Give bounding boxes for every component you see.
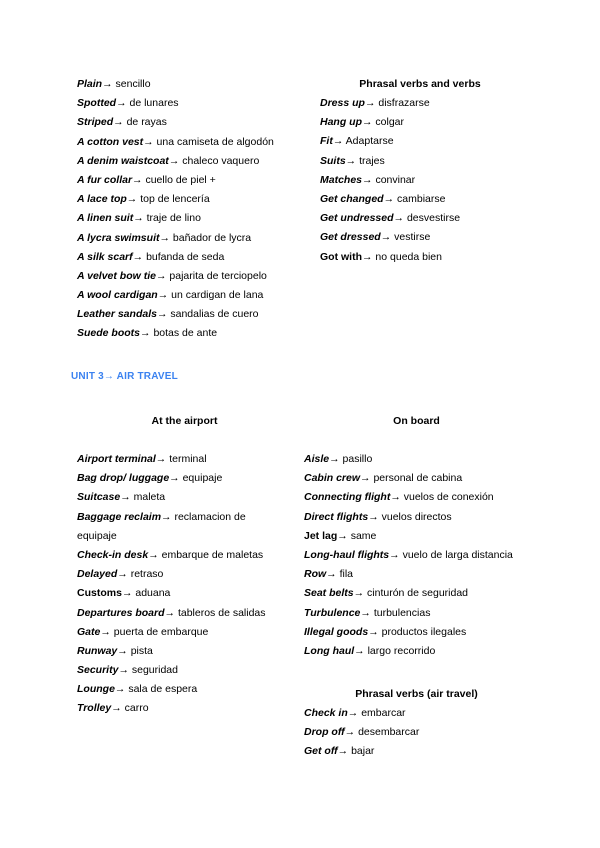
vocab-entry: Security→ seguridad: [77, 664, 178, 677]
vocab-term: Delayed: [77, 568, 118, 581]
vocab-term: Striped: [77, 116, 114, 129]
vocab-translation: pajarita de terciopelo: [169, 269, 267, 282]
vocab-term: Plain: [77, 78, 103, 90]
vocab-entry: Jet lag→ same: [304, 529, 377, 542]
vocab-entry: Leather sandals→ sandalias de cuero: [77, 308, 259, 321]
vocab-entry: A wool cardigan→ un cardigan de lana: [77, 289, 264, 302]
vocab-entry: A cotton vest→ una camiseta de algodón: [77, 135, 274, 148]
vocab-term: Bag drop/ luggage: [77, 472, 170, 485]
vocab-entry: Airport terminal→ terminal: [77, 453, 207, 465]
vocab-entry: A velvet bow tie→ pajarita de terciopelo: [77, 269, 267, 282]
vocab-translation: bufanda de seda: [146, 250, 225, 263]
vocab-term: Matches: [320, 173, 363, 186]
vocab-entry: Check in→ embarcar: [304, 707, 406, 719]
vocab-entry: A silk scarf→ bufanda de seda: [77, 250, 225, 263]
vocab-entry: Row→ fila: [304, 568, 354, 581]
vocab-entry: Direct flights→ vuelos directos: [304, 510, 452, 523]
on-board-section: [304, 412, 539, 661]
vocab-translation: tableros de salidas: [177, 606, 266, 619]
vocab-translation: seguridad: [131, 664, 178, 677]
vocab-translation: same: [350, 529, 377, 542]
vocab-entry: Matches→ convinar: [320, 173, 416, 186]
vocab-translation: bajar: [351, 745, 375, 758]
vocab-translation: equipaje: [182, 472, 223, 485]
vocab-translation: trajes: [359, 154, 385, 167]
vocab-entry: Baggage reclaim→ reclamacion de equipaje: [77, 510, 246, 542]
vocab-entry: Dress up→ disfrazarse: [320, 97, 430, 109]
vocab-entry: Striped→ de rayas: [77, 116, 167, 129]
vocab-translation: vestirse: [394, 231, 431, 244]
vocab-translation: convinar: [375, 173, 416, 186]
vocab-translation: turbulencias: [373, 606, 431, 619]
vocab-translation: cuello de piel +: [145, 173, 216, 186]
vocab-term: A lycra swimsuit: [77, 231, 160, 244]
section-heading: On board: [393, 415, 440, 427]
vocab-term: Get undressed: [320, 212, 394, 225]
vocab-entry: A denim waistcoat→ chaleco vaquero: [77, 154, 260, 167]
vocab-translation: vuelos de conexión: [403, 491, 494, 504]
vocab-term: Direct flights: [304, 510, 369, 523]
vocab-term: A fur collar: [77, 173, 133, 186]
vocab-term: Security: [77, 664, 119, 677]
vocab-translation: embarque de maletas: [161, 548, 264, 561]
clothes-vocab-list: [77, 75, 274, 344]
vocab-entry: Connecting flight→ vuelos de conexión: [304, 491, 494, 504]
vocab-term: A lace top: [77, 193, 127, 206]
vocab-translation: pasillo: [342, 453, 373, 465]
vocab-translation: vuelo de larga distancia: [402, 548, 513, 561]
vocab-translation: puerta de embarque: [113, 625, 209, 638]
vocab-entry: Turbulence→ turbulencias: [304, 606, 431, 619]
vocab-entry: Customs→ aduana: [77, 587, 171, 600]
section-heading: Phrasal verbs and verbs: [359, 78, 481, 90]
vocab-term: Dress up: [320, 97, 365, 109]
section-heading: At the airport: [151, 415, 218, 427]
vocab-translation: cinturón de seguridad: [367, 587, 469, 600]
vocab-translation: reclamacion de equipaje: [77, 510, 246, 542]
vocab-term: A velvet bow tie: [77, 269, 156, 282]
vocab-translation: desembarcar: [358, 726, 420, 739]
vocab-term: A linen suit: [77, 212, 134, 225]
vocab-entry: Seat belts→ cinturón de seguridad: [304, 587, 469, 600]
vocab-term: Long-haul flights: [304, 548, 390, 561]
vocab-entry: A lycra swimsuit→ bañador de lycra: [77, 231, 252, 244]
vocab-term: Spotted: [77, 97, 117, 110]
vocab-term: Drop off: [304, 726, 345, 739]
vocab-term: Check in: [304, 707, 348, 719]
vocab-term: Long haul: [304, 644, 355, 657]
vocab-term: Runway: [77, 644, 118, 657]
vocab-translation: no queda bien: [375, 250, 442, 263]
vocab-term: Suitcase: [77, 491, 121, 504]
vocab-translation: de rayas: [126, 116, 167, 129]
vocab-translation: desvestirse: [406, 212, 461, 225]
vocab-translation: embarcar: [361, 707, 406, 719]
vocab-translation: de lunares: [129, 97, 179, 110]
vocab-entry: Hang up→ colgar: [320, 116, 405, 129]
phrasal-verbs-section: [320, 75, 520, 267]
vocab-translation: cambiarse: [397, 192, 446, 205]
vocab-term: Seat belts: [304, 587, 354, 600]
vocab-entry: Drop off→ desembarcar: [304, 726, 420, 739]
vocab-entry: Suede boots→ botas de ante: [77, 327, 218, 340]
vocab-term: Fit: [320, 135, 333, 148]
vocab-entry: Delayed→ retraso: [77, 568, 164, 581]
vocab-term: Turbulence: [304, 606, 361, 619]
vocab-entry: Trolley→ carro: [77, 702, 149, 715]
vocab-entry: Get changed→ cambiarse: [320, 192, 446, 205]
vocab-entry: Long haul→ largo recorrido: [304, 644, 436, 657]
vocab-translation: productos ilegales: [381, 625, 467, 638]
vocab-entry: Illegal goods→ productos ilegales: [304, 625, 467, 638]
vocab-term: A silk scarf: [77, 250, 133, 263]
vocab-translation: traje de lino: [146, 212, 201, 225]
vocab-translation: botas de ante: [153, 327, 218, 340]
vocab-translation: sandalias de cuero: [170, 308, 259, 321]
section-heading: Phrasal verbs (air travel): [355, 688, 478, 700]
vocab-term: Baggage reclaim: [77, 510, 162, 523]
vocab-term: Jet lag: [304, 529, 338, 542]
vocab-translation: disfrazarse: [378, 97, 430, 109]
vocab-entry: A fur collar→ cuello de piel +: [77, 173, 216, 186]
vocab-term: Airport terminal: [77, 453, 156, 465]
vocab-translation: aduana: [135, 587, 171, 600]
vocab-translation: bañador de lycra: [172, 231, 252, 244]
vocab-entry: Bag drop/ luggage→ equipaje: [77, 472, 223, 485]
vocab-term: Got with: [320, 250, 362, 263]
vocab-term: Cabin crew: [304, 472, 361, 485]
vocab-entry: A lace top→ top de lencería: [77, 193, 210, 206]
vocab-term: Illegal goods: [304, 625, 369, 638]
vocab-term: Suede boots: [77, 327, 141, 340]
vocab-translation: un cardigan de lana: [171, 289, 264, 302]
at-the-airport-section: [77, 412, 292, 719]
vocab-term: A denim waistcoat: [77, 154, 169, 167]
phrasal-verbs-air-section: [304, 685, 539, 762]
vocab-translation: top de lencería: [140, 193, 210, 206]
vocab-term: Connecting flight: [304, 491, 391, 504]
vocab-entry: Plain→ sencillo: [77, 78, 151, 90]
vocab-translation: chaleco vaquero: [182, 154, 260, 167]
vocab-term: A cotton vest: [77, 135, 144, 148]
vocab-entry: Cabin crew→ personal de cabina: [304, 472, 463, 485]
vocab-entry: Runway→ pista: [77, 644, 153, 657]
vocab-translation: personal de cabina: [373, 472, 463, 485]
vocab-translation: sala de espera: [128, 683, 198, 696]
vocab-translation: largo recorrido: [367, 644, 436, 657]
vocab-entry: A linen suit→ traje de lino: [77, 212, 201, 225]
vocab-entry: Spotted→ de lunares: [77, 97, 179, 110]
vocab-translation: fila: [339, 568, 354, 581]
vocab-translation: terminal: [169, 453, 207, 465]
vocab-term: Check-in desk: [77, 548, 149, 561]
vocab-translation: pista: [130, 644, 153, 657]
vocab-entry: Suitcase→ maleta: [77, 491, 166, 504]
vocab-entry: Aisle→ pasillo: [304, 453, 373, 465]
vocab-term: Get off: [304, 745, 338, 758]
vocab-entry: Suits→ trajes: [320, 154, 385, 167]
vocab-entry: Gate→ puerta de embarque: [77, 625, 209, 638]
vocab-term: Suits: [320, 154, 346, 167]
vocab-term: Lounge: [77, 683, 115, 696]
vocab-term: Row: [304, 568, 327, 581]
vocab-entry: Fit→ Adaptarse: [320, 135, 394, 148]
vocab-term: Trolley: [77, 702, 112, 715]
vocab-term: Get dressed: [320, 231, 381, 244]
vocab-entry: Long-haul flights→ vuelo de larga distancia: [304, 548, 513, 561]
vocab-term: Leather sandals: [77, 308, 157, 321]
vocab-entry: Departures board→ tableros de salidas: [77, 606, 266, 619]
vocab-translation: carro: [124, 702, 149, 715]
vocab-entry: Check-in desk→ embarque de maletas: [77, 548, 264, 561]
vocab-term: Aisle: [304, 453, 330, 465]
vocab-entry: Get off→ bajar: [304, 745, 375, 758]
vocab-term: A wool cardigan: [77, 289, 158, 302]
vocab-term: Departures board: [77, 606, 165, 619]
vocab-entry: Lounge→ sala de espera: [77, 683, 198, 696]
vocab-translation: sencillo: [115, 78, 151, 90]
vocab-term: Get changed: [320, 192, 384, 205]
vocab-translation: retraso: [130, 568, 164, 581]
vocab-term: Gate: [77, 625, 101, 638]
unit-title: UNIT 3→ AIR TRAVEL: [71, 371, 178, 382]
vocab-entry: Get undressed→ desvestirse: [320, 212, 461, 225]
vocab-entry: Got with→ no queda bien: [320, 250, 442, 263]
vocab-translation: colgar: [375, 116, 405, 129]
vocab-term: Hang up: [320, 116, 362, 129]
vocab-translation: una camiseta de algodón: [156, 135, 274, 148]
vocab-translation: Adaptarse: [343, 135, 394, 148]
vocab-term: Customs: [77, 587, 122, 600]
vocab-entry: Get dressed→ vestirse: [320, 231, 431, 244]
vocab-translation: maleta: [133, 491, 166, 504]
vocab-translation: vuelos directos: [381, 510, 452, 523]
